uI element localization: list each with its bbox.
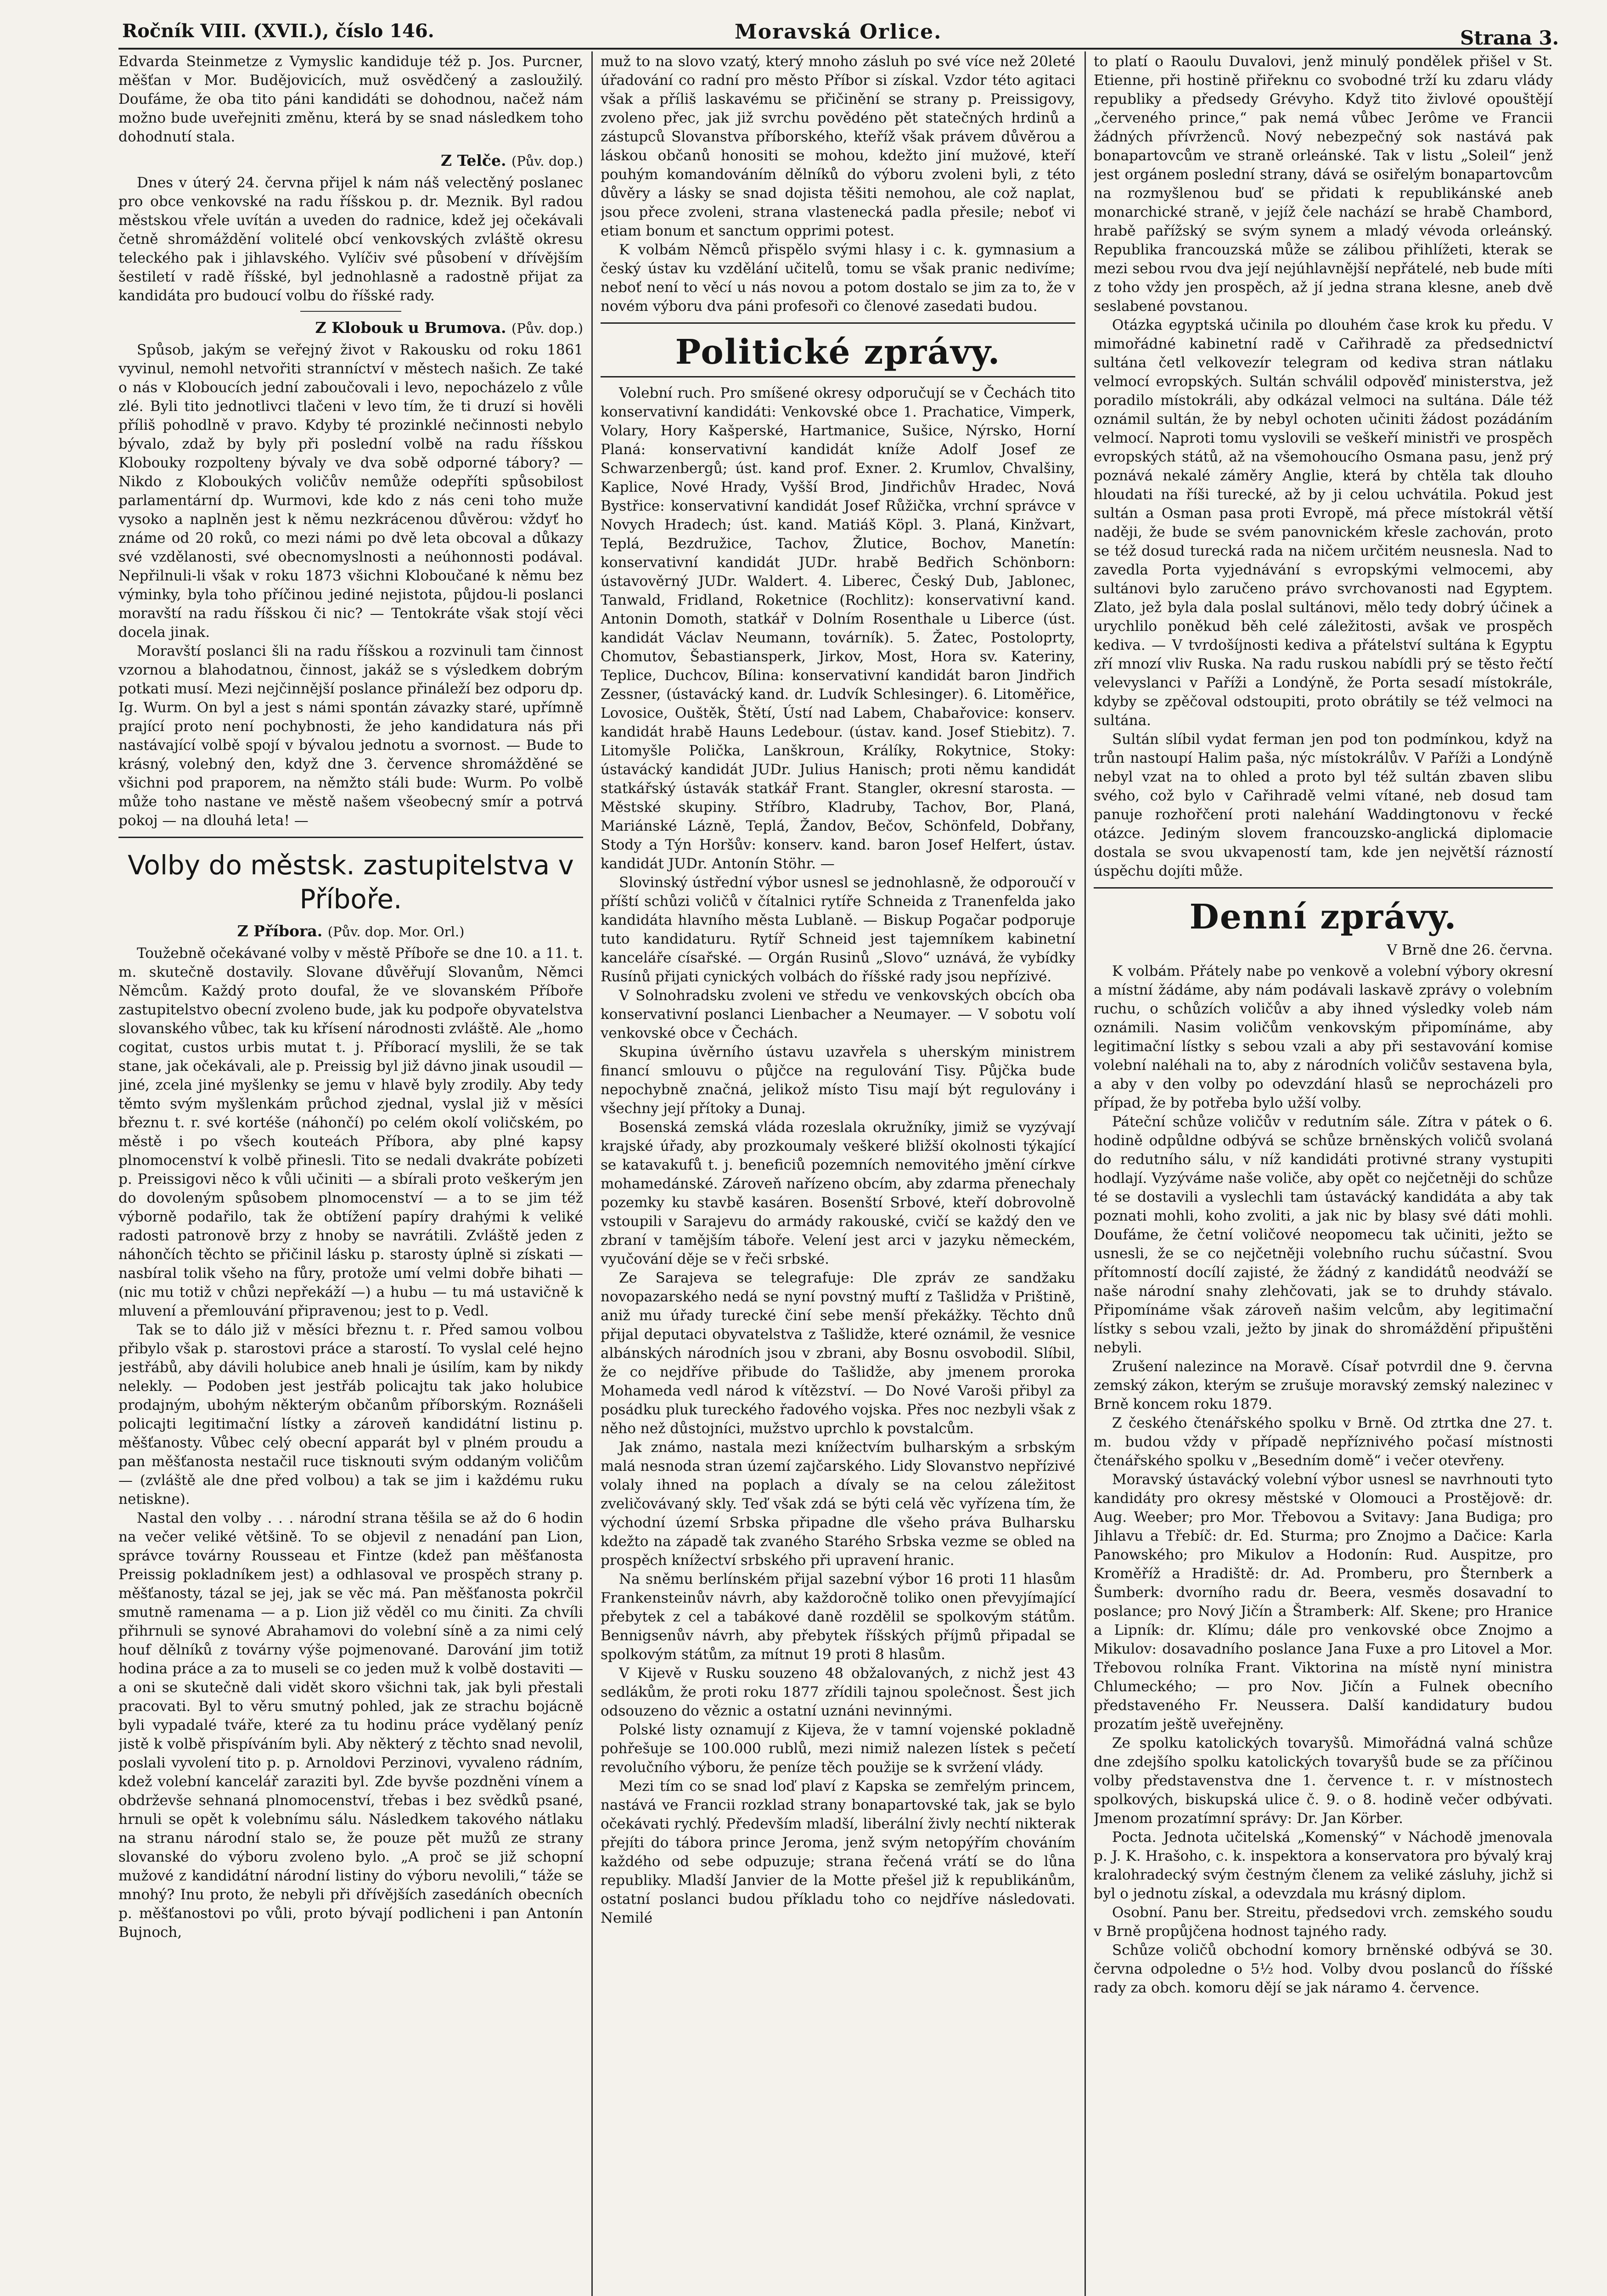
paragraph: Moravský ústavácký volební výbor usnesl se navrhnouti tyto kandidáty pro okresy městské v Olomouci a Prostějově: dr. Aug. Weeber; pro Mor. Třebovou a Svitavy: Jana Budiga; pro Jihlavu a Třebíč: dr. Ed. Sturma; pro Znojmo a Dačice: Karla Panowského; pro Mikulov a Hodonín: Rud. Auspitze, pro Kroměříž a Hradiště: dr. Ad. Promberu, pro Šternberk a Šumberk: dvorního radu dr. Beera, vesměs dosavadní to poslance; pro Nový Jičín a Štramberk: Alf. Skene; pro Hranice a Lipník: dr. Klímu; dále pro venkovské obce Znojmo a Mikulov: dosavadního poslance Jana Fuxe a pro Litovel a Mor. Třebovou rolníka Frant. Viktorina na místě nyní ministra Chlumeckého; — pro Nov. Jičín a Fulnek obecního představeného Fr. Neussera. Další kandidatury budou prozatím ještě uveřejněny. — [1094, 1471, 1553, 1733]
paragraph: Otázka egyptská učinila po dlouhém čase krok ku předu. V mimořádné kabinetní radě v Cařihradě za předsednictví sultána četl velkovezír telegram od kediva stran nátlaku velmocí evropských. Sultán schválil odpověď ministerstva, jež poradilo místokráli, aby odkázal velmoci na sultána. Dále též oznámil sultán, že by nebyl ochoten učiniti žádost pozádáním velmocí. Naproti tomu vyslovili se veškeří ministři ve prospěch evropských států, až na všemohoucího Osmana pasu, jenž prý poznává nekalé záměry Anglie, která by chtěla tak dlouho hloudati na říši turecké, až by ji celou uchvátila. Pokud jest sultán a Osman pasa proti Evropě, má přece místokrál větší naději, že bude se svém panovnickém křesle zachován, proto se též dosud turecká rada na ničem určitém neusnesla. Nad to zavedla Porta vyjednávání s evropskými velmocemi, aby sultánovi bylo zaručeno právo svrchovanosti nad Egyptem. Zlato, jež byla dala poslal sultánovi, mělo tedy dobrý účinek a urychlilo poněkud běh celé záležitosti, avšak ve prospěch kediva. — V tvrdošíjnosti kediva a přátelství sultána k Egyptu zří mnozí vliv Ruska. Na radu ruskou nabídli prý se těsto řečtí velevyslanci v Paříži a Londýně, že Porta sesadí místokrále, kdyby se zpěčoval odstoupiti, proto obrátily se též velmoci na sultána. — [1094, 317, 1553, 729]
divider — [300, 311, 401, 312]
dateline-place: Z Telče. — [441, 152, 506, 169]
paragraph: Ze Sarajeva se telegrafuje: Dle zpráv ze sandžaku novopazarského nedá se nyní povstný muftí z Tašlidža v Prištině, aniž mu úřady turecké činí sebe menší překážky. Těchto dnů přijal deputaci obyvatelstva z Tašlidže, které oznámil, že vesnice albánských národních jsou v zbrani, aby Bosnu osvobodil. Slíbil, že co nejdříve přibude do Tašlidže, aby jmenem proroka Mohameda vedl národ k vítězství. — Do Nové Varoši přibyl za posádku pluk tureckého řadového vojska. Přes noc nezbyli však z něho než důstojníci, mužstvo uprchlo k povstalcům. — [601, 1270, 1075, 1437]
divider — [1094, 887, 1553, 889]
dateline-note: (Pův. dop. Mor. Orl.) — [327, 924, 465, 940]
paragraph: Z českého čtenářského spolku v Brně. Od ztrtka dne 27. t. m. budou vždy v případě nepříznivého počasí místnosti čtenářského spolku v „Besedním domě“ i večer otevřeny. — [1094, 1415, 1553, 1469]
column-divider — [1084, 51, 1086, 2296]
paragraph: Ze spolku katolických tovaryšů. Mimořádná valná schůze dne zdejšího spolku katolických tovaryšů bude se za příčinou volby představenstva dne 1. července t. r. v místnostech spolkových, biskupská ulice č. 9. o 8. hodině večer odbývati. Jmenom prozatímní správy: Dr. Jan Körber. — [1094, 1735, 1553, 1827]
column-2 — [601, 52, 1075, 2296]
dateline-note: (Pův. dop.) — [511, 153, 583, 169]
paragraph: Nastal den volby . . . národní strana těšila se až do 6 hodin na večer veliké většině. To se objevil z nenadání pan Lion, správce továrny Rousseau et Fintze (kdež pan měšťanosta Preissig pokladníkem jest) a odhlasoval ve prospěch strany p. měšťanosty, tázal se jej, jak se věc má. Pan měšťanosta pokrčil smutně ramenama — a p. Lion již věděl co mu činiti. Za chvíli přihrnuli se synové Abrahamovi do volební síně a za nimi celý houf dělníků z továrny výše pojmenované. Darování jim totiž hodina práce a za to museli se co jeden muž k volbě dostaviti — a oni se skutečně dali vidět skoro všichni tak, jak byli přestali pracovati. Byl to věru smutný pohled, jak ze strachu bojácně byli vypadalé tváře, které za tu hodinu práce vydělaný peníz jistě k volbě přispíváním byli. Aby některý z těchto snad nevolil, poslali vyvolení tito p. p. Arnoldovi Perzinovi, vyvaleno rádním, kdež volební kancelář zaraziti byl. Zde byvše pozdněni vínem a obdrževše sehnaná plnomocenství, třebas i bez svědků psané, hrnuli se opět k volebnímu sálu. Následkem takového nátlaku na stranu národní stalo se, že pouze pět mužů ze strany slovanské do výboru zvoleno bylo. „A proč se již schopní mužové z kandidátní národní listiny do výboru nevolili,“ táže se mnohý? Inu proto, že nebyli při dřívějších zasedáních obecních p. měšťanostovi po vůli, proto bývají podlicheni i pan Antonín Bujnoch, — [118, 1510, 583, 1941]
column-divider — [591, 51, 593, 2296]
paragraph: Dnes v úterý 24. června přijel k nám náš velectěný poslanec pro obce venkovské na radu říšskou p. dr. Meznik. Byl radou městskou vřele uvítán a uveden do radnice, kdež jej očekávali četně shromáždění volitelé obcí venkovských zvláště okresu teleckého pak i jihlavského. Vylíčiv své působení v dřívějším šestiletí v radě říšské, byl jednohlasně a radostně přijat za kandidáta pro budoucí volbu do říšské rady. — [118, 174, 583, 304]
paragraph: Osobní. Panu ber. Streitu, předsedovi vrch. zemského soudu v Brně propůjčena hodnost tajného rady. — [1094, 1904, 1553, 1940]
paragraph: Volební ruch. Pro smíšené okresy odporučují se v Čechách tito konservativní kandidáti: Venkovské obce 1. Prachatice, Vimperk, Volary, Hory Kašperské, Hartmanice, Sušice, Nýrsko, Horní Planá: konservativní kandidát kníže Adolf Josef ze Schwarzenbergů; úst. kand prof. Exner. 2. Krumlov, Chvalšiny, Kaplice, Nové Hrady, Vyšší Brod, Jindřichův Hradec, Nová Bystřice: konservativní kandidát Josef Růžička, vrchní správce v Novych Hradech; úst. kand. Matiáš Köpl. 3. Planá, Kinžvart, Teplá, Bezdružice, Tachov, Žlutice, Bochov, Manetín: konservativní kandidát JUDr. hrabě Bedřich Schönborn: ústavověrný JUDr. Waldert. 4. Liberec, Český Dub, Jablonec, Tanwald, Fridland, Roketnice (Rochlitz): konservativní kand. Antonin Domoth, statkář v Dolním Rosenthale u Liberce (úst. kandidát Václav Neumann, továrník). 5. Žatec, Postoloprty, Chomutov, Šebastiansperk, Jirkov, Most, Hora sv. Kateriny, Teplice, Duchcov, Bílina: konservativní kandidát baron Jindřich Zessner, (ústavácký kand. dr. Ludvík Schlesinger). 6. Litoměřice, Lovosice, Ouštěk, Štětí, Ústí nad Labem, Chabařovice: konserv. kandidát hrabě Hauns Ledebour. (ústav. kand. Josef Stiebitz). 7. Litomyšle Polička, Lanškroun, Králíky, Rokytnice, Stoky: ústavácký kandidát JUDr. Julius Hanisch; proti němu kandidát statkářský ústavák statkář Frant. Stangler, okresní starosta. — Městské skupiny. Stříbro, Kladruby, Tachov, Bor, Planá, Mariánské Lázně, Teplá, Žandov, Bečov, Schönfeld, Dobřany, Stody a Týn Horšův: konserv. kand. baron Josef Helfert, ústav. kandidát JUDr. Antonín Stöhr. — — [601, 385, 1075, 872]
paragraph: Sultán slíbil vydat ferman jen pod ton podmínkou, když na trůn nastoupí Halim paša, nýc místokrálův. V Paříži a Londýně nebyl vzat na to ohled a proto byl též sultán zbaven slibu svého, což bylo v Cařihradě velmi vítané, neb dosud tam panuje rozhořčení proti nalehání Waddingtonovu v řecké otázce. Jediným slovem francouzsko-anglická diplomacie dostala se svou ukvapeností tam, kde jen největší rázností úspěchu dojíti může. — [1094, 731, 1553, 879]
paragraph: to platí o Raoulu Duvalovi, jenž minulý pondělek přišel v St. Etienne, při hostině přiřeknu co svobodné trží ku zdaru vlády republiky a předsedy Grévyho. Když tito živlové opouštějí „červeného prince,“ pak nemá vůbec Jerôme ve Francii žádných přívrženců. Nový nebezpečný sok nastává pak bonapartovcům ve straně orleánské. Tak v listu „Soleil“ jenž jest orgánem poslední strany, dává se osiřelým bonapartovcům na rozmyšlenou buď se přidati k republikánské aneb monarchické straně, v jejíž čele nachází se hrabě Chambord, hrabě pařížský se svým synem a mladý vévoda orleánský. Republika francouzská může se zálibou přihlížeti, kterak se mezi sebou rvou dva její nejúhlavnější nepřátelé, neb bude míti z toho vždy jen prospěch, až jí jedna strana klesne, aneb dvě seslabené povstanou. — [1094, 53, 1553, 315]
column-3 — [1094, 52, 1553, 2296]
paragraph: K volbám Němců přispělo svými hlasy i c. k. gymnasium a český ústav ku vzdělání učitelů, tomu se však pranic nedivíme; neboť není to věcí u nás novou a potom dostalo se jim za to, že v novém výboru dva páni profesoři co členové zasedati budou. — [601, 242, 1075, 315]
paragraph: Na sněmu berlínském přijal sazební výbor 16 proti 11 hlasům Frankensteinův návrh, aby každoročně toliko onen převyjímající přebytek z cel a tabákové daně rozdělil se spolkovým státům. Bennigsenův návrh, aby přebytek říšských příjmů připadal se spolkovým státům, za mítnut 19 proti 8 hlasům. — [601, 1571, 1075, 1663]
paragraph: Slovinský ústřední výbor usnesl se jednohlasně, že odporoučí v příští schůzi voličů v čítalnici rytíře Schneida z Tranenfelda jako kandidáta hlavního města Lublaně. — Biskup Pogačar podporuje tuto kandidaturu. Rytíř Schneid jest tajemníkem kabinetní kanceláře císařské. — Orgán Rusinů „Slovo“ uznává, že vybídky Rusínů přijati cynických volbách do říšské rady jsou nepřízivé. — [601, 874, 1075, 985]
divider — [601, 376, 1075, 377]
paragraph: Bosenská zemská vláda rozeslala okružníky, jimiž se vyzývají krajské úřady, aby prozkoumaly veškeré bližší okolnosti týkající se katavakufů t. j. beneficiů pozemních nemovitého jmění církve mohamedánské. Zároveň nařízeno obcím, aby zdarma přenechaly pozemky ku stavbě kasáren. Bosenští Srbové, kteří dobrovolně vstoupili v Sarajevu do armády rakouské, cvičí se každý den ve zbraní v tamějším táboře. Velení jest arci v jazyku německém, vyučování děje se v řeči srbské. — [601, 1119, 1075, 1267]
page-number: Strana 3. — [1460, 27, 1559, 49]
masthead — [0, 0, 1607, 55]
paragraph: Spůsob, jakým se veřejný život v Rakousku od roku 1861 vyvinul, nemohl netvořiti stranníctví v městech našich. Ze také o nás v Kloboucích jední zaboučovali i levo, nepocházelo z vůle zlé. Byli tito jednotlivci tlačeni v levo tím, že ti druzí si hověli příliš pohodlně v pravo. Kdyby té prozinklé nečinnosti nebylo bývalo, zdaž by byly při poslední volbě na radu říšskou Klobouky rozpolteny bývaly ve dva sobě odporné tábory? — Nikdo z Kloboukých voličův nemůže odepříti spůsobilost parlamentární dp. Wurmovi, kde kdo z nás ceni toho muže vysoko a naplněn jest k němu nezkrácenou důvěrou: vždyť ho známe od 20 roků, co mezi námi po dvě leta obcoval a důkazy své vzdělanosti, své obecnomyslnosti a neúhonnosti podával. Nepřilnuli-li však v roku 1873 všichni Kloboučané k němu bez výminky, byla toho příčinou jediné nejistota, půjdou-li poslanci moravští na radu říšskou či nic? — Tentokráte však stojí věci docela jinak. — [118, 342, 583, 641]
section-title: Denní zprávy. — [1189, 897, 1457, 937]
paragraph: Toužebně očekávané volby v městě Příboře se dne 10. a 11. t. m. skutečně dostavily. Slovane důvěřují Slovanům, Němci Němcům. Každý proto doufal, že ve slovanském Příboře zastupitelstvo obecní zvoleno bude, jak ku podpoře obyvatelstva slovanského vůbec, tak ku křísení národnosti zvláště. Ale „homo cogitat, custos urbis mutat t. j. Příborací myslili, že se tak stane, jak očekávali, ale p. Preissig byl již dávno jinak usoudil — jiné, zcela jiné myšlenky se jemu v hlavě byly zrodily. Aby tedy těmto svým myšlenkám průchod zjednal, vyslal již v měsíci březnu t. r. své kortéše (náhončí) po celém okolí voličském, po městě i po všech kouteách Příbora, aby plné kapsy plnomocenství k volbě přinesli. Tito se nedali dvakráte pobízeti p. Preissigovi něco k vůli učiniti — a sbírali proto veškerým jen do dovoleným spůsobem plnomocenství — a to se jim též výborně podařilo, tak že obtížení papíry drahými k veliké radosti patronově brzy z hnoby se navrátili. Zvláště jeden z náhončích těchto se přičinil lásku p. starosty úplně si získati — nasbíral tolik všeho na fůry, protože umí velmi dobře bihati — (nic mu totiž v chůzi nepřekáží —) a hubu — tu má ustavičně k mluvení a přemlouvání připravenou; jest to p. Vedl. — [118, 945, 583, 1319]
paragraph: Páteční schůze voličův v redutním sále. Zítra v pátek o 6. hodině odpůldne odbývá se schůze brněnských voličů svolaná do redutního sálu, v níž kandidáti protivné strany vystupiti hodlají. Vyzýváme naše voliče, aby opět co nejčetněji do schůze té se dostavili a vyslechli tam ústavácký kandidáta a aby tak poznati mohli, koho zvoliti, a jak nic by blasy své dáti mohli. Doufáme, že četní voličové neopomecu tak učiniti, ježto se usnesli, že se co nejčetněji volebního ruchu súčastní. Svou přítomností docílí zajisté, že žádný z kandidátů neodváží se naše národní snahy zlehčovati, jak se to druhdy stávalo. Připomínáme však zároveň našim velcům, aby legitimační lístky s sebou vzali, ježto by jinak do shromáždění připuštěni nebyli. — [1094, 1114, 1553, 1356]
dateline — [118, 317, 583, 339]
masthead-rule — [118, 48, 1551, 50]
paragraph: Moravští poslanci šli na radu říšskou a rozvinuli tam činnost vzornou a blahodatnou, činnost, jakáž se s výsledkem dobrým potkati musí. Mezi nejčinnější poslance přináleží bez odporu dp. Ig. Wurm. On byl a jest s námi spontán závazky staré, upřímně prající proto není pochybnosti, že jeho kandidatura nás při nastávající volbě spojí v bývalou jednotu a svornost. — Bude to krásný, volebný den, když dne 3. července shromážděné se všichni pod praporem, na němžto stáli bude: Wurm. Po volbě může toho nastane ve městě našem všeobecný smír a potrvá pokoj — na dlouhá leta! — — [118, 643, 583, 829]
issue-info: Ročník VIII. (XVII.), číslo 146. — [122, 20, 434, 42]
divider — [601, 322, 1075, 324]
paragraph: Jak známo, nastala mezi knížectvím bulharským a srbským malá nesnoda stran území zajčarského. Lidy Slovanstvo nepřízivé volaly ihned na poplach a dívaly se na celou záležitost zveličovávaný skly. Teď však zdá se býti celá věc vyřízena tím, že východní území Srbska připadne dle všeho práva Bulharsku kdežto na západě tak zvaného Starého Srbska vezme se obled na prospěch knížectví srbského při upravení hranic. — [601, 1439, 1075, 1569]
paragraph: Edvarda Steinmetze z Vymyslic kandiduje též p. Jos. Purcner, měšťan v Mor. Budějovicích, muž osvědčený a zasloužilý. Doufáme, že oba tito páni kandidáti se dohodnou, načež nám možno bude uveřejniti změnu, která by se snad následkem toho dohodnutí stala. — [118, 53, 583, 145]
article-headline: Volby do městsk. zastupitelstva v Příboře. — [128, 850, 574, 915]
section-title: Politické zprávy. — [675, 332, 1001, 372]
divider — [118, 837, 583, 838]
paragraph: Zrušení nalezince na Moravě. Císař potvrdil dne 9. června zemský zákon, kterým se zrušuje moravský zemský nalezinec v Brně koncem roku 1879. — [1094, 1358, 1553, 1412]
dateline — [118, 150, 583, 172]
paragraph: Tak se to dálo již v měsíci březnu t. r. Před samou volbou přibylo však p. starostovi práce a starostí. To vyslal celé hejno jestřábů, aby dávili holubice aneb hnali je úsilím, kam by nikdy nelekly. — Podoben jest jestřáb policajtu tak jako holubice prodajným, ubohým některým občanům příborským. Roznášeli policajti legitimační lístky a zároveň kandidátní listinu p. měšťanosty. Vůbec celý obecní apparát byl v plném proudu a pan měšťanosta nestačil ruce tisknouti svým oddaným voličům — (zvláště ale dne před volbou) a tak se jim i každému ruku netiskne). — [118, 1322, 583, 1508]
dateline — [118, 921, 583, 942]
dateline-note: (Pův. dop.) — [511, 321, 583, 336]
paragraph: Skupina úvěrního ústavu uzavřela s uherským ministrem financí smlouvu o půjčce na regulování Tisy. Půjčka bude nepochybně značná, jelikož místo Tisu mají být regulovány i všechny její přítoky a Dunaj. — [601, 1044, 1075, 1117]
paragraph: Pocta. Jednota učitelská „Komenský“ v Náchodě jmenovala p. J. K. Hrašoho, c. k. inspektora a konservatora pro bývalý kraj kralohradecký svým čestným členem za veliké zásluhy, jichž si byl o jednotu získal, a odevzdala mu krásný diplom. — [1094, 1829, 1553, 1902]
column-1 — [118, 52, 583, 2296]
paragraph: muž to na slovo vzatý, který mnoho zásluh po své více než 20leté úřadování co radní pro město Příbor si získal. Vzdor této agitaci však a příliš laskavému se přičinění se strany p. Preissigovy, zvoleno přec, jak již svrchu povědéno pět statečných hrdinů a zástupců Slovanstva příborského, kteříž však právem důvěrou a láskou občanů honositi se mohou, kdežto jiní mužové, kteří pouhým komandováním dělníků do výboru zvoleni byli, z této důvěry a lásky se snad dojista těšiti nemohou, ale což naplat, jsou přece zvoleni, strana vlastenecká padla přesile; neboť vi etiam bonum et sanctum opprimi potest. — [601, 53, 1075, 239]
dateline-place: Z Klobouk u Brumova. — [315, 319, 506, 337]
paragraph: V Solnohradsku zvoleni ve středu ve venkovských obcích oba konservativní poslanci Lienbacher a Neumayer. — V sobotu volí venkovské obce v Čechách. — [601, 987, 1075, 1041]
section-date: V Brně dne 26. června. — [1387, 942, 1553, 958]
paragraph: V Kijevě v Rusku souzeno 48 obžalovaných, z nichž jest 43 sedlákům, že proti roku 1877 zřídili tajnou společnost. Šest jich odsouzeno do věznic a ostatní uznáni nevinnými. — [601, 1665, 1075, 1719]
paragraph: Polské listy oznamují z Kijeva, že v tamní vojenské pokladně pohřešuje se 100.000 rublů, mezi nimiž nalezen lístek s pečetí revolučního výboru, že peníze těch použije se k svržení vlády. — [601, 1722, 1075, 1776]
dateline-place: Z Příbora. — [237, 922, 323, 940]
paragraph: K volbám. Přátely nabe po venkově a volební výbory okresní a místní žádáme, aby nám podávali laskavě zprávy o volebním ruchu, o schůzích voličův a aby ihned výsledky voleb nám oznámili. Nasim voličům venkovským připomínáme, aby legitimační lístky s sebou vzali a aby při sestavování komise volební naléhali na to, aby z národních voličův sestavena byla, a aby v den volby po odevzdání hlasů se neprocházeli pro případ, že by potřeba bylo užší volby. — [1094, 963, 1553, 1111]
newspaper-title: Moravská Orlice. — [735, 20, 942, 44]
paragraph: Mezi tím co se snad loď plaví z Kapska se zemřelým princem, nastává ve Francii rozklad strany bonapartovské tak, jak se bylo očekávati rychlý. Především mladší, liberální živly nechtí nikterak přejíti do tábora prince Jeroma, jenž svým netopýřím chováním každého od sebe odpuzuje; strana řečená vrátí se do lůna republiky. Mladší Janvier de la Motte přešel již k republikánům, ostatní poslanci budou příkladu toho co nejdříve následovati. Nemilé — [601, 1778, 1075, 1926]
paragraph: Schůze voličů obchodní komory brněnské odbývá se 30. června odpoledne o 5½ hod. Volby dvou poslanců do říšské rady za obch. komoru dějí se jak náramo 4. července. — [1094, 1942, 1553, 1996]
